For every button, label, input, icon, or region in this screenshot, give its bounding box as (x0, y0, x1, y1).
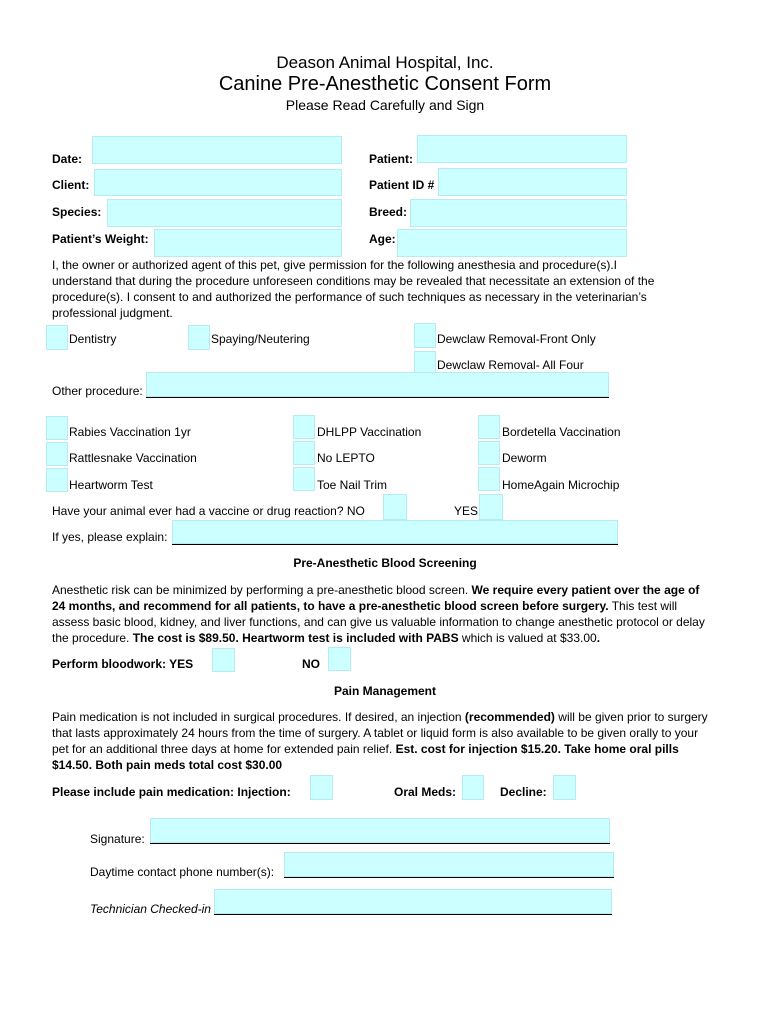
patient-field[interactable] (417, 135, 627, 163)
no-lepto-label: No LEPTO (317, 451, 375, 465)
pain-text-2: (recommended) (464, 710, 555, 724)
pain-text-4: Est. cost for injection $15.20. Take home oral pills $14.50. Both pain meds total cost $30.00 (52, 742, 679, 772)
rabies-checkbox[interactable] (46, 416, 68, 440)
dewclaw-front-checkbox[interactable] (414, 323, 436, 348)
pain-paragraph (52, 709, 716, 773)
patient-id-field[interactable] (438, 168, 627, 196)
dhlpp-checkbox[interactable] (293, 415, 315, 439)
rabies-label: Rabies Vaccination 1yr (69, 425, 191, 439)
client-label: Client: (52, 178, 90, 192)
breed-field[interactable] (410, 199, 627, 227)
phone-label: Daytime contact phone number(s): (90, 865, 275, 879)
phone-field[interactable] (284, 852, 614, 877)
pain-heading: Pain Management (333, 684, 437, 698)
toe-nail-checkbox[interactable] (293, 467, 315, 491)
reaction-no-checkbox[interactable] (383, 494, 407, 520)
pain-text-3: will be given prior to surgery that lasts approximately 24 hours from the time of surgery. A tablet or liquid form is also available to be given orally to your pet for an additional three days at home for extended pain relief. (52, 710, 708, 756)
technician-field[interactable] (214, 889, 612, 914)
signature-field[interactable] (150, 818, 610, 843)
bordetella-checkbox[interactable] (478, 415, 500, 439)
other-procedure-underline (146, 397, 609, 398)
reaction-yes-label: YES (454, 504, 479, 518)
rattlesnake-label: Rattlesnake Vaccination (69, 451, 197, 465)
hospital-name: Deason Animal Hospital, Inc. (276, 53, 494, 72)
species-label: Species: (52, 205, 102, 219)
reaction-yes-checkbox[interactable] (479, 494, 503, 520)
bloodwork-no-label: NO (302, 657, 320, 671)
blood-heading: Pre-Anesthetic Blood Screening (293, 556, 477, 570)
date-field[interactable] (92, 136, 342, 164)
species-field[interactable] (107, 199, 342, 227)
deworm-label: Deworm (502, 451, 547, 465)
heartworm-label: Heartworm Test (69, 478, 153, 492)
patient-id-label: Patient ID # (369, 178, 435, 192)
explain-field[interactable] (172, 520, 618, 544)
signature-label: Signature: (90, 832, 145, 846)
dewclaw-front-label: Dewclaw Removal-Front Only (437, 332, 596, 346)
perform-bloodwork-label: Perform bloodwork: YES (52, 657, 194, 671)
other-procedure-field[interactable] (146, 372, 609, 397)
microchip-label: HomeAgain Microchip (502, 478, 620, 492)
blood-paragraph (52, 582, 716, 646)
blood-text-2: We require every patient over the age of 24 months, and recommend for all patients, to have a pre-anesthetic blood screen before surgery. (52, 583, 700, 613)
blood-text-4: The cost is $89.50. Heartworm test is included with PABS (132, 631, 459, 645)
spaying-label: Spaying/Neutering (211, 332, 310, 346)
pain-text-1: Pain medication is not included in surgical procedures. If desired, an injection (52, 710, 465, 724)
weight-field[interactable] (154, 229, 342, 257)
heartworm-checkbox[interactable] (46, 468, 68, 492)
reaction-question: Have your animal ever had a vaccine or drug reaction? NO (52, 504, 365, 518)
other-procedure-label: Other procedure: (52, 384, 143, 398)
decline-label: Decline: (500, 785, 547, 799)
weight-label: Patient’s Weight: (52, 232, 149, 246)
signature-underline (150, 843, 610, 844)
pain-include-label: Please include pain medication: Injection: (52, 785, 291, 799)
rattlesnake-checkbox[interactable] (46, 442, 68, 466)
oral-meds-label: Oral Meds: (394, 785, 457, 799)
breed-label: Breed: (369, 205, 408, 219)
form-subtitle: Please Read Carefully and Sign (285, 97, 485, 113)
technician-label: Technician Checked-in (90, 902, 211, 916)
explain-label: If yes, please explain: (52, 530, 168, 544)
patient-label: Patient: (369, 152, 414, 166)
phone-underline (284, 877, 614, 878)
client-field[interactable] (94, 169, 342, 196)
deworm-checkbox[interactable] (478, 441, 500, 465)
injection-checkbox[interactable] (310, 775, 333, 800)
blood-text-3: This test will assess basic blood, kidney, and liver functions, and can give us valuable information to change anesthetic protocol or delay the procedure. (52, 599, 705, 645)
spaying-checkbox[interactable] (188, 325, 210, 350)
date-label: Date: (52, 152, 83, 166)
technician-underline (214, 914, 612, 915)
no-lepto-checkbox[interactable] (293, 441, 315, 465)
dewclaw-all-label: Dewclaw Removal- All Four (437, 358, 584, 372)
oral-meds-checkbox[interactable] (462, 775, 484, 800)
age-field[interactable] (397, 229, 627, 257)
microchip-checkbox[interactable] (478, 467, 500, 491)
explain-underline (172, 544, 618, 545)
form-title: Canine Pre-Anesthetic Consent Form (218, 73, 552, 95)
age-label: Age: (369, 232, 396, 246)
dentistry-label: Dentistry (69, 332, 117, 346)
consent-text: I, the owner or authorized agent of this pet, give permission for the following anesthesia and procedure(s).I understand that during the procedure unforeseen conditions may be revealed that necessitate an extension of the procedure(s). I consent to and authorized the performance of such techniques as necessary in the veterinarian’s professional judgment. (52, 258, 655, 320)
bloodwork-yes-checkbox[interactable] (212, 648, 235, 672)
bordetella-label: Bordetella Vaccination (502, 425, 621, 439)
decline-checkbox[interactable] (553, 775, 576, 800)
blood-text-6: . (596, 631, 601, 645)
bloodwork-no-checkbox[interactable] (328, 647, 351, 671)
blood-text-1: Anesthetic risk can be minimized by performing a pre-anesthetic blood screen. (52, 583, 472, 597)
dentistry-checkbox[interactable] (46, 325, 68, 350)
dhlpp-label: DHLPP Vaccination (317, 425, 422, 439)
toe-nail-label: Toe Nail Trim (317, 478, 388, 492)
blood-text-5: which is valued at $33.00 (458, 631, 597, 645)
